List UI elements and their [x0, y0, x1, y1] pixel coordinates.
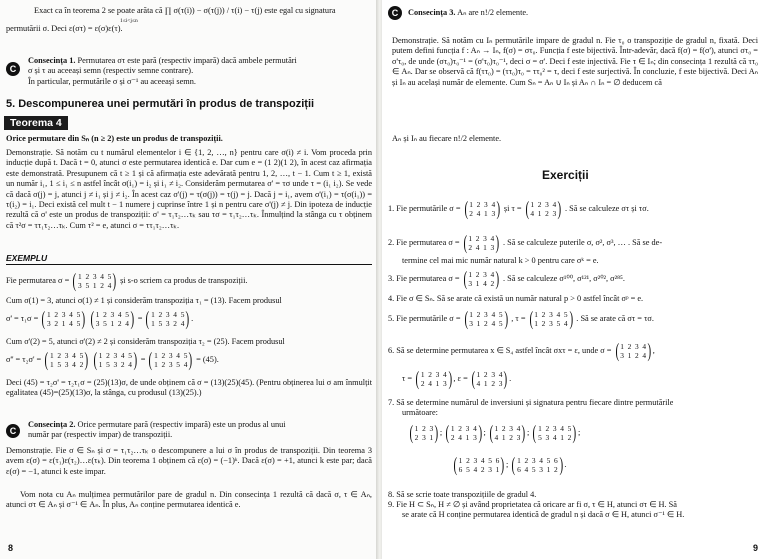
exercitii-heading: Exerciții [542, 168, 589, 182]
exercise-5-text-2: , τ = [511, 314, 526, 323]
ex7-perm-e: ( 1 2 3 4 5 6 6 5 4 2 3 1) [453, 453, 505, 476]
alternating-group-note: Vom nota cu Aₙ mulțimea permutărilor pare de gradul n. Din consecința 1 rezultă că dacă σ, τ ∈ Aₙ, atunci στ ∈ Aₙ și σ⁻¹ ∈ Aₙ. În plus, Aₙ conține permutarea identică e. [6, 490, 372, 510]
ex7-perm-a: ( 1 2 3 2 3 1) [409, 421, 439, 444]
consecinta-3-title: Consecința 3. [408, 8, 456, 17]
consecinta-3-conclusion: Aₙ și Iₙ au fiecare n!/2 elemente. [392, 134, 502, 143]
consecinta-1-title: Consecința 1. [28, 56, 76, 65]
ex7-perm-d: ( 1 2 3 4 5 5 3 4 1 2) [532, 421, 577, 444]
left-page [0, 0, 378, 559]
exercise-2-text-2: . Să se calculeze puterile σ, σ², σ³, … . Să se de- [502, 238, 663, 247]
signature-conclusion: permutării σ. Deci ε(στ) = ε(σ)ε(τ). [6, 24, 123, 33]
section-5-heading: 5. Descompunerea unei permutări în produs de transpoziții [6, 98, 315, 110]
consecinta-2-text-2: număr par (respectiv impar) de transpoziții. [28, 430, 173, 440]
ex6-sigma: ( 1 2 3 4 3 1 2 4) [615, 339, 652, 362]
consecinta-3-badge: C [388, 6, 402, 20]
exemplu-rule [6, 264, 372, 265]
matrix-sigma-2: ( 1 2 3 4 5 3 5 1 2 4) [90, 307, 135, 330]
ex6-tau: ( 1 2 3 4 2 4 1 3) [415, 367, 452, 390]
exercise-1-text-2: și τ = [503, 204, 522, 213]
exercise-2-continued: termine cel mai mic număr natural k > 0 pentru care σᵏ = e. [402, 256, 599, 265]
example-product-2: σ'' = τ₂σ' = ( 1 2 3 4 5 1 5 3 4 2) ( 1 2 3 4 5 1 5 3 2 4) = ( 1 2 3 4 5 1 2 3 5 4) = (45). [6, 348, 219, 371]
exercise-7-row-1: ( 1 2 3 2 3 1) ; ( 1 2 3 4 2 4 1 3) ; ( 1 2 3 4 4 1 2 3) ; ( 1 2 3 4 5 5 3 4 1 2) ; [409, 421, 581, 444]
consecinta-3 [408, 8, 528, 18]
example-permutation-line [6, 268, 247, 294]
consecinta-1-badge: C [6, 62, 20, 76]
example-text-4: σ'' = τ₂σ' = [6, 355, 42, 364]
exemplu-heading: EXEMPLU [6, 253, 48, 263]
exercise-4: 4. Fie σ ∈ Sₙ. Să se arate că există un număr natural p > 0 astfel încât σᵖ = e. [388, 294, 644, 303]
teorema-4-proof: Demonstrație. Să notăm cu t numărul elementelor i ∈ {1, 2, …, n} pentru care σ(i) ≠ i. Vom proceda prin inducție după t. Dacă t = 0, atunci σ este permutarea identică e. Dar cum e = (1 2)(1 2), în acest caz afirmația este demonstrată. Presupunem că t ≥ 1 și că afirmația este adevărată pentru 1, 2, …, t − 1. Cum t ≥ 1, există un număr i₁, 1 ≤ i₁ ≤ n astfel încât σ(i₁) = i₂ și i₁ ≠ i₂. Considerăm permutarea σ' = τσ unde τ = (i₁ i₂). Se vede că dacă σ(j) = j, atunci j ≠ i₁ și j ≠ i₂. În acest caz σ'(j) = τ(σ(j)) = τ(j) = j. Dacă j = i₁, avem σ'(i₁) = τ(σ(i₁)) = τ(i₂) = i₁. Deci există cel mult t − 1 numere j cuprinse între 1 și n pentru care σ'(j) ≠ j. Din ipoteza de inducție rezultă că σ' este un produs de transpoziții: σ' = τ₁τ₂…τₖ sau τσ = τ₁τ₂…τₖ. Înmulțind la stânga cu τ obținem că τ²σ = ττ₁τ₂…τₖ. Cum τ² = e, atunci σ = ττ₁τ₂…τₖ. [6, 148, 372, 230]
product-formula-text: Exact ca în teorema 2 se poate arăta că ∏ σ(τ(i)) − σ(τ(j)) / τ(i) − τ(j) este egal cu signatura [34, 6, 336, 15]
right-page [382, 0, 768, 559]
matrix-sigma-prime-2: ( 1 2 3 4 5 1 5 3 2 4) [93, 348, 138, 371]
ex5-tau: ( 1 2 3 4 5 1 2 3 5 4) [529, 307, 573, 330]
exercise-9: 9. Fie H ⊂ Sₙ, H ≠ ∅ și având proprietatea că oricare ar fi σ, τ ∈ H, atunci στ ∈ H. Să [388, 500, 677, 509]
teorema-4-label: Teorema 4 [4, 116, 68, 130]
exercise-6-text: 6. Să se determine permutarea x ∈ S₄ astfel încât σxτ = ε, unde σ = [388, 346, 612, 355]
ex1-sigma: ( 1 2 3 4 2 4 1 3) [464, 197, 501, 220]
consecinta-1-text-3: În particular, permutările σ și σ⁻¹ au aceeași semn. [28, 76, 196, 86]
exercise-7-row-2: ( 1 2 3 4 5 6 6 5 4 2 3 1) ; ( 1 2 3 4 5 6 6 4 5 3 1 2) . [453, 453, 567, 476]
page-number-left: 8 [8, 543, 14, 553]
ex5-sigma: ( 1 2 3 4 5 3 1 2 4 5) [464, 307, 508, 330]
exercise-2-text: 2. Fie permutarea σ = [388, 238, 460, 247]
exercise-9-continued: se arate că H conține permutarea identică de gradul n și dacă σ ∈ H, atunci σ⁻¹ ∈ H. [402, 510, 685, 519]
consecinta-3-text: Aₙ are n!/2 elemente. [455, 8, 529, 17]
exercise-5-text: 5. Fie permutările σ = [388, 314, 461, 323]
ex7-perm-f: ( 1 2 3 4 5 6 6 4 5 3 1 2) [511, 453, 563, 476]
exercise-8: 8. Să se scrie toate transpozițiile de gradul 4. [388, 490, 537, 499]
ex3-sigma: ( 1 2 3 4 3 1 4 2) [463, 267, 500, 290]
exercise-6-text-3: τ = [402, 374, 413, 383]
exercise-3-text: 3. Fie permutarea σ = [388, 274, 460, 283]
exercise-2 [388, 230, 662, 256]
ex2-sigma: ( 1 2 3 4 2 4 1 3) [463, 231, 500, 254]
exercise-5-text-3: . Să se arate că στ = τσ. [576, 314, 654, 323]
product-index: 1≤i<j≤n [120, 18, 138, 24]
consecinta-2-text: Orice permutare pară (respectiv impară) este un produs al unui [75, 420, 286, 429]
exercise-7-continued: următoare: [402, 408, 438, 417]
exercise-6-text-2: , [652, 346, 655, 355]
matrix-tau1: ( 1 2 3 4 5 3 2 1 4 5) [41, 307, 86, 330]
exercise-6 [388, 338, 655, 364]
exercise-1-text: 1. Fie permutările σ = [388, 204, 461, 213]
example-text-5: = (45). [196, 355, 219, 364]
consecinta-1-text-2: σ și τ au aceeași semn (respectiv semne contrare). [28, 66, 194, 76]
example-text: Fie permutarea σ = [6, 276, 70, 285]
matrix-tau2: ( 1 2 3 4 5 1 5 3 4 2) [44, 348, 89, 371]
matrix-sigma-prime: ( 1 2 3 4 5 1 5 3 2 4) [145, 307, 190, 330]
teorema-4-statement: Orice permutare din Sₙ (n ≥ 2) este un produs de transpoziții. [6, 134, 223, 143]
consecinta-1 [28, 56, 372, 87]
consecinta-3-proof: Demonstrație. Să notăm cu Iₙ permutările impare de gradul n. Fie τ₀ o transpoziție de gradul n, fixată. Deci putem defini funcția f : Aₙ → Iₙ, f(σ) = στ₀. Funcția f este bijectivă. Într-adevăr, dacă f(σ) = f(σ'), atunci στ₀ = σ'τ₀, de unde (στ₀)τ₀⁻¹ = (σ'τ₀)τ₀⁻¹, deci σ = σ'. Deci f este injectivă. Fie τ ∈ Iₙ; din consecința 1 rezultă că ττ₀ ∈ Aₙ. Dar se observă că f(ττ₀) = (ττ₀)τ₀ = ττ₀² = τ, deci f este surjectivă. În concluzie, f este bijectivă. Deci Aₙ și Iₙ au același număr de elemente. Cum Sₙ = Aₙ ∪ Iₙ și Aₙ ∩ Iₙ = ∅ deducem că [392, 36, 758, 87]
consecinta-1-text: Permutarea στ este pară (respectiv impară) dacă ambele permutări [75, 56, 297, 65]
consecinta-2-proof: Demonstrație. Fie σ ∈ Sₙ și σ = τ₁τ₂…τₖ o descompunere a lui σ în produs de transpoziții. Din teorema 3 avem ε(σ) = ε(τ₁)ε(τ₂)…ε(τₖ). Din teorema 1 obținem că ε(σ) = (−1)ᵏ. Dacă ε(σ) = +1, atunci k este par; dacă ε(σ) = −1, atunci k este impar. [6, 446, 372, 476]
page-number-right: 9 [752, 543, 758, 553]
exercise-6-text-4: , ε = [453, 374, 468, 383]
example-product-1: σ' = τ₁σ = ( 1 2 3 4 5 3 2 1 4 5) ( 1 2 3 4 5 3 5 1 2 4) = ( 1 2 3 4 5 1 5 3 2 4) . [6, 307, 194, 330]
ex7-perm-c: ( 1 2 3 4 4 1 2 3) [489, 421, 526, 444]
exercise-3 [388, 266, 625, 292]
exercise-3-text-2: . Să se calculeze σ¹⁰⁰, σ¹²¹, σ²⁰², σ²⁸⁵. [502, 274, 625, 283]
ex1-tau: ( 1 2 3 4 4 1 2 3) [525, 197, 562, 220]
matrix-sigma: ( 1 2 3 4 5 3 5 1 2 4) [72, 269, 117, 292]
ex6-epsilon: ( 1 2 3 4 4 1 2 3) [471, 367, 508, 390]
matrix-result: ( 1 2 3 4 5 1 2 3 5 4) [148, 348, 193, 371]
consecinta-2-badge: C [6, 424, 20, 438]
exercise-1-text-3: . Să se calculeze στ și τσ. [564, 204, 649, 213]
example-step-2: Cum σ'(2) = 5, atunci σ'(2) ≠ 2 și considerăm transpoziția τ₂ = (25). Facem produsul [6, 337, 285, 346]
exercise-1 [388, 196, 649, 222]
example-text-3: σ' = τ₁σ = [6, 314, 39, 323]
consecinta-2 [28, 420, 372, 441]
ex7-perm-b: ( 1 2 3 4 2 4 1 3) [445, 421, 482, 444]
product-formula-line [34, 6, 364, 16]
example-step-1: Cum σ(1) = 3, atunci σ(1) ≠ 1 și considerăm transpoziția τ₁ = (13). Facem produsul [6, 296, 282, 305]
example-text-2: și s-o scriem ca produs de transpoziții. [120, 276, 248, 285]
consecinta-2-title: Consecința 2. [28, 420, 76, 429]
exercise-5 [388, 306, 654, 332]
exercise-7: 7. Să se determine numărul de inversiuni și signatura pentru fiecare dintre permutările [388, 398, 674, 407]
exercise-6-continued: τ = ( 1 2 3 4 2 4 1 3) , ε = ( 1 2 3 4 4 1 2 3) . [402, 367, 512, 390]
example-conclusion: Deci (45) = τ₂σ' = τ₂τ₁σ = (25)(13)σ, de unde obținem că σ = (13)(25)(45). (Pentru obținerea lui σ am înmulțit egalitatea (45)=(25)(13)σ, la stânga, cu produsul (13)(25).) [6, 378, 372, 398]
